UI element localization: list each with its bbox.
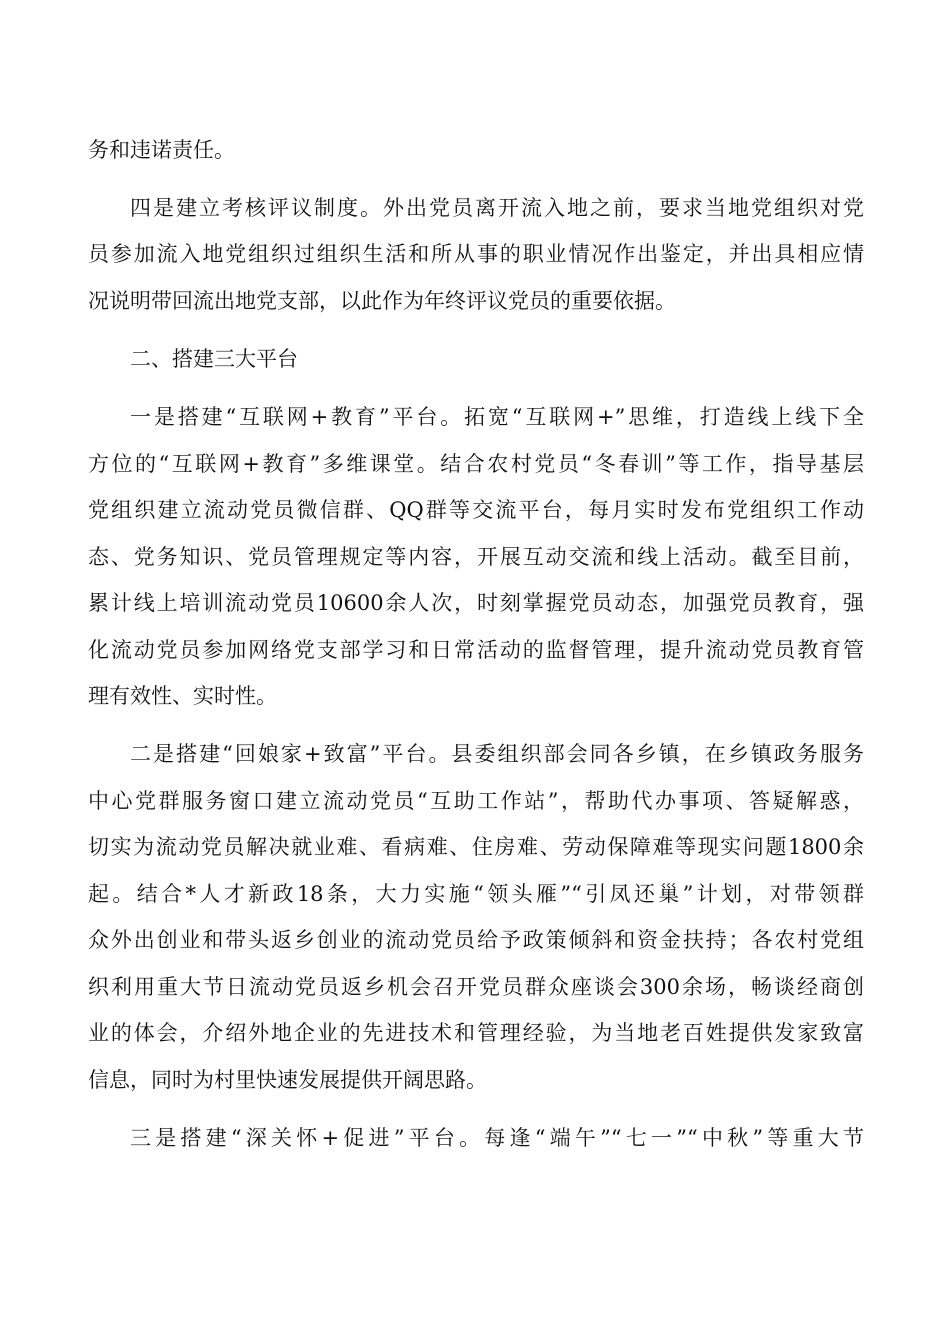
- section-heading: 二、搭建三大平台: [130, 347, 298, 371]
- text-line: 切实为流动党员解决就业难、看病难、住房难、劳动保障难等现实问题1800余: [88, 835, 864, 859]
- text-line: 织利用重大节日流动党员返乡机会召开党员群众座谈会300余场，畅谈经商创: [88, 975, 864, 999]
- text-line: 化流动党员参加网络党支部学习和日常活动的监督管理，提升流动党员教育管: [88, 638, 864, 662]
- text-line: 一是搭建“互联网+教育”平台。拓宽“互联网+”思维，打造线上线下全: [130, 405, 864, 429]
- text-line: 理有效性、实时性。: [88, 684, 277, 708]
- text-line: 累计线上培训流动党员10600余人次，时刻掌握党员动态，加强党员教育，强: [88, 591, 864, 615]
- text-line: 业的体会，介绍外地企业的先进技术和管理经验，为当地老百姓提供发家致富: [88, 1021, 864, 1045]
- text-line: 方位的“互联网+教育”多维课堂。结合农村党员“冬春训”等工作，指导基层: [88, 452, 864, 476]
- text-line: 起。结合*人才新政18条，大力实施“领头雁”“引凤还巢”计划，对带领群: [88, 882, 864, 906]
- text-line: 四是建立考核评议制度。外出党员离开流入地之前，要求当地党组织对党: [130, 196, 864, 220]
- text-line: 态、党务知识、党员管理规定等内容，开展互动交流和线上活动。截至目前，: [88, 545, 864, 569]
- text-line: 况说明带回流出地党支部，以此作为年终评议党员的重要依据。: [88, 289, 676, 313]
- text-line: 二是搭建“回娘家+致富”平台。县委组织部会同各乡镇，在乡镇政务服务: [130, 742, 864, 766]
- text-line: 务和违诺责任。: [88, 138, 235, 162]
- text-line: 三是搭建“深关怀+促进”平台。每逢“端午”“七一”“中秋”等重大节: [130, 1126, 864, 1150]
- text-line: 党组织建立流动党员微信群、QQ群等交流平台，每月实时发布党组织工作动: [88, 498, 864, 522]
- text-line: 中心党群服务窗口建立流动党员“互助工作站”，帮助代办事项、答疑解惑，: [88, 789, 864, 813]
- text-line: 众外出创业和带头返乡创业的流动党员给予政策倾斜和资金扶持；各农村党组: [88, 928, 864, 952]
- text-line: 员参加流入地党组织过组织生活和所从事的职业情况作出鉴定，并出具相应情: [88, 242, 864, 266]
- text-line: 信息，同时为村里快速发展提供开阔思路。: [88, 1068, 487, 1092]
